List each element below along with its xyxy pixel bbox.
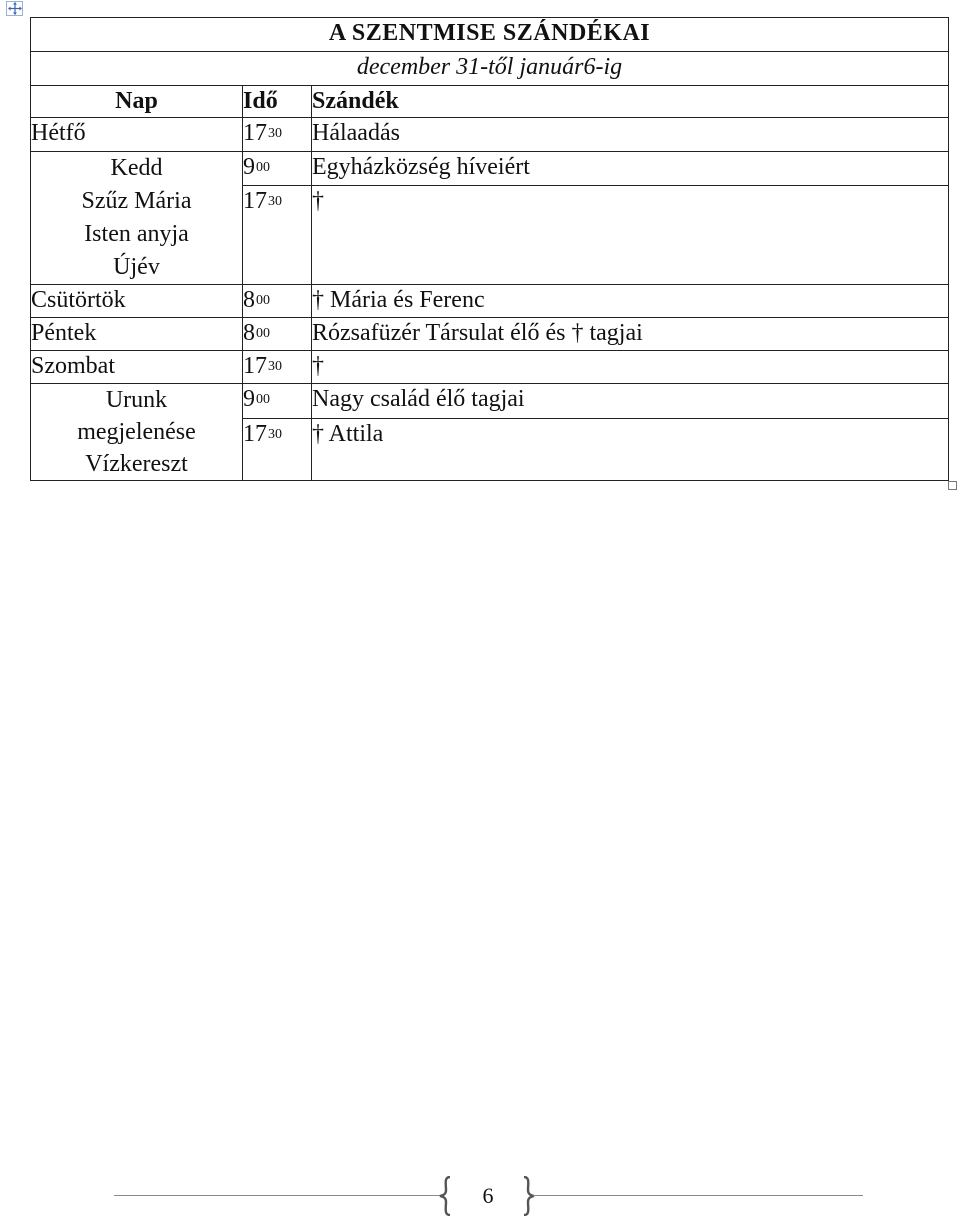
day-line: Szűz Mária <box>81 188 192 214</box>
footer-rule-left <box>114 1195 444 1196</box>
day-cell: Péntek <box>31 318 243 351</box>
header-time: Idő <box>243 86 312 118</box>
time-minutes: 30 <box>268 426 282 442</box>
day-cell-multiline <box>31 384 243 481</box>
intention-cell: † <box>312 185 949 285</box>
table-row <box>31 118 949 152</box>
right-brace-icon <box>522 1176 536 1216</box>
table-title-row <box>31 18 949 52</box>
time-cell <box>243 351 312 384</box>
time-minutes: 00 <box>256 160 270 175</box>
table-row <box>31 384 949 419</box>
time-hour: 9 <box>243 386 255 412</box>
table-subtitle-row <box>31 52 949 86</box>
move-arrows-icon <box>8 2 22 15</box>
table-move-handle[interactable] <box>6 1 23 16</box>
time-hour: 8 <box>243 287 255 313</box>
time-hour: 17 <box>243 187 267 214</box>
intention-cell: Rózsafüzér Társulat élő és † tagjai <box>312 318 949 351</box>
time-minutes: 30 <box>268 359 282 374</box>
day-line: Kedd <box>110 155 163 181</box>
day-cell: Csütörtök <box>31 285 243 318</box>
day-line: Urunk <box>105 387 168 413</box>
table-row <box>31 318 949 351</box>
day-line: megjelenése <box>77 419 196 445</box>
time-cell <box>243 318 312 351</box>
footer-rule-right <box>533 1195 863 1196</box>
header-day: Nap <box>31 86 243 118</box>
day-line: Újév <box>113 254 160 280</box>
intention-cell: † Attila <box>312 418 949 480</box>
time-cell <box>243 152 312 186</box>
header-intention: Szándék <box>312 86 949 118</box>
time-minutes: 30 <box>268 126 282 141</box>
intention-cell: Egyházközség híveiért <box>312 152 949 186</box>
page-number: 6 <box>482 1183 494 1208</box>
time-minutes: 00 <box>256 293 270 308</box>
intention-cell: Nagy család élő tagjai <box>312 384 949 419</box>
time-hour: 8 <box>243 320 255 346</box>
time-hour: 17 <box>243 353 267 379</box>
intention-cell: Hálaadás <box>312 118 949 152</box>
mass-intentions-table <box>30 17 949 481</box>
time-minutes: 30 <box>268 193 282 209</box>
time-cell <box>243 118 312 152</box>
time-minutes: 00 <box>256 326 270 341</box>
day-cell-multiline <box>31 152 243 285</box>
day-line: Isten anyja <box>84 221 189 247</box>
intention-cell: † Mária és Ferenc <box>312 285 949 318</box>
table-row <box>31 285 949 318</box>
time-hour: 17 <box>243 420 267 447</box>
table-row <box>31 351 949 384</box>
time-minutes: 00 <box>256 392 270 407</box>
time-hour: 9 <box>243 154 255 180</box>
table-header-row <box>31 86 949 118</box>
table-resize-handle[interactable] <box>948 481 957 490</box>
day-line: Vízkereszt <box>85 451 188 477</box>
time-cell <box>243 418 312 480</box>
time-cell <box>243 384 312 419</box>
time-cell <box>243 285 312 318</box>
table-title: A SZENTMISE SZÁNDÉKAI <box>31 18 949 52</box>
table-row <box>31 152 949 186</box>
day-cell: Hétfő <box>31 118 243 152</box>
intention-cell: † <box>312 351 949 384</box>
time-cell <box>243 185 312 285</box>
table-subtitle: december 31-től január6-ig <box>31 52 949 86</box>
day-cell: Szombat <box>31 351 243 384</box>
time-hour: 17 <box>243 120 267 146</box>
